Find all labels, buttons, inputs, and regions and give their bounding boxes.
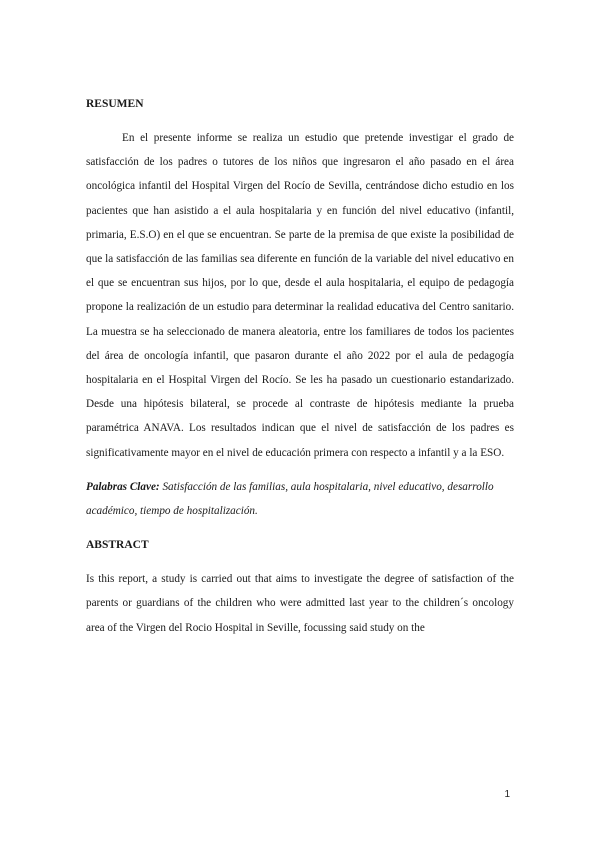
abstract-body: Is this report, a study is carried out that aims to investigate the degree of satisfaction of the parents or guardians of the children who were admitted last year to the children´s oncology area of the Virgen del Rocio Hospital in Seville, focussing said study on the bbox=[86, 573, 514, 634]
keywords-label: Palabras Clave: bbox=[86, 480, 160, 493]
resumen-body: En el presente informe se realiza un estudio que pretende investigar el grado de satisfacción de los padres o tutores de los niños que ingresaron el año pasado en el área oncológica infantil del Hospital Virgen del Rocío de Sevilla, centrándose dicho estudio en los pacientes que han asistido a el aula hospitalaria y en función del nivel educativo (infantil, primaria, E.S.O) en el que se encuentran. Se parte de la premisa de que existe la posibilidad de que la satisfacción de las familias sea diferente en función de la variable del nivel educativo en el que se encuentran sus hijos, por lo que, desde el aula hospitalaria, el equipo de pedagogía propone la realización de un estudio para determinar la realidad educativa del Centro sanitario. La muestra se ha seleccionado de manera aleatoria, entre los familiares de todos los pacientes del área de oncología infantil, que pasaron durante el año 2022 por el aula de pedagogía hospitalaria en el Hospital Virgen del Rocío. Se les ha pasado un cuestionario estandarizado. Desde una hipótesis bilateral, se procede al contraste de hipótesis mediante la prueba paramétrica ANAVA. Los resultados indican que el nivel de satisfacción de los padres es significativamente mayor en el nivel de educación primera con respecto a infantil y a la ESO. bbox=[86, 132, 514, 459]
abstract-heading: ABSTRACT bbox=[86, 539, 149, 552]
keywords-line bbox=[86, 475, 514, 523]
page-number: 1 bbox=[504, 789, 510, 800]
resumen-heading: RESUMEN bbox=[86, 98, 144, 110]
page-content bbox=[86, 96, 514, 640]
keywords-text: Satisfacción de las familias, aula hospitalaria, nivel educativo, desarrollo académico, tiempo de hospitalización. bbox=[86, 480, 494, 518]
